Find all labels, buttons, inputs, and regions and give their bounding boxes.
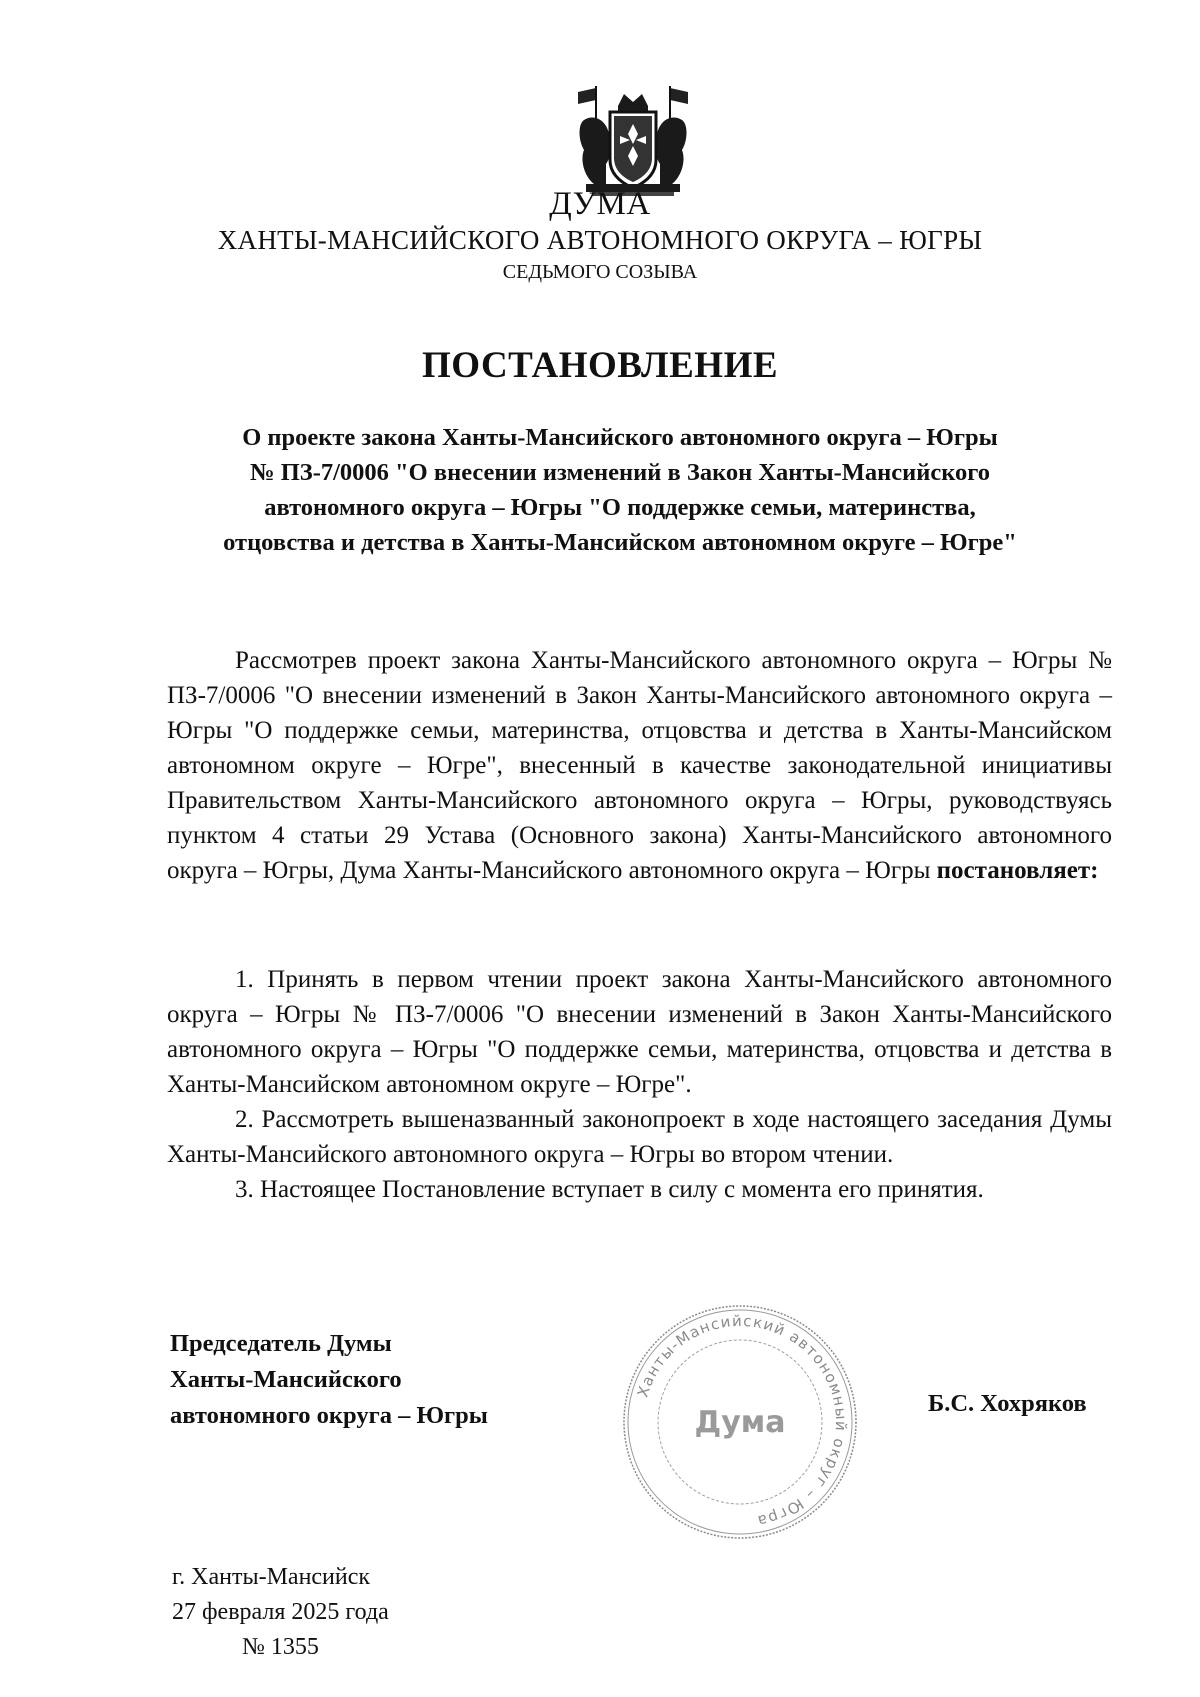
place: г. Ханты-Мансийск bbox=[172, 1564, 371, 1590]
signatory-title-line: автономного округа – Югры bbox=[170, 1402, 488, 1429]
resolution-item: 3. Настоящее Постановление вступает в силу с момента его принятия. bbox=[235, 1176, 984, 1203]
organization-name: ДУМА bbox=[549, 186, 651, 222]
official-stamp bbox=[618, 1300, 862, 1544]
stamp-ring-text: Ханты-Мансийский автономный округ – Югра bbox=[633, 1311, 851, 1531]
resolution-items bbox=[167, 962, 1112, 1207]
place-date-block bbox=[172, 1560, 389, 1665]
subject-line: автономного округа – Югры "О поддержке семьи, материнства, bbox=[264, 494, 976, 521]
date: 27 февраля 2025 года bbox=[172, 1599, 389, 1625]
document-type-heading: ПОСТАНОВЛЕНИЕ bbox=[421, 345, 779, 386]
preamble-text: Рассмотрев проект закона Ханты-Мансийского автономного округа – Югры № ПЗ-7/0006 "О внесении изменений в Закон Ханты-Мансийского автономного округа – Югры "О поддержке семьи, материнства, отцовства и детства в Ханты-Мансийском автономном округе – Югре", внесенный в качестве законодательной инициативы Правительством Ханты-Мансийского автономного округа – Югры, руководствуясь пунктом 4 статьи 29 Устава (Основного закона) Ханты-Мансийского автономного округа – Югры, Дума Ханты-Мансийского автономного округа – Югры bbox=[167, 647, 1112, 884]
subject-line: О проекте закона Ханты-Мансийского автономного округа – Югры bbox=[242, 424, 998, 451]
resolution-item: 2. Рассмотреть вышеназванный законопроект в ходе настоящего заседания Думы Ханты-Мансийского автономного округа – Югры во втором чтении. bbox=[167, 1106, 1112, 1168]
document-subject bbox=[150, 420, 1090, 560]
subject-line: отцовства и детства в Ханты-Мансийском автономном округе – Югре" bbox=[223, 529, 1017, 556]
document-number: № 1355 bbox=[242, 1634, 319, 1660]
organization-region: ХАНТЫ-МАНСИЙСКОГО АВТОНОМНОГО ОКРУГА – ЮГРЫ bbox=[217, 225, 983, 255]
organization-convocation: СЕДЬМОГО СОЗЫВА bbox=[502, 261, 698, 283]
signatory-title-line: Ханты-Мансийского bbox=[170, 1366, 402, 1393]
preamble-paragraph bbox=[167, 643, 1112, 888]
subject-line: № ПЗ-7/0006 "О внесении изменений в Закон Ханты-Мансийского bbox=[249, 459, 991, 486]
coat-of-arms-icon bbox=[572, 84, 694, 202]
stamp-center-text: Дума bbox=[694, 1405, 786, 1440]
resolution-item: 1. Принять в первом чтении проект закона Ханты-Мансийского автономного округа – Югры № ПЗ-7/0006 "О внесении изменений в Закон Ханты-Мансийского автономного округа – Югры "О поддержке семьи, материнства, отцовства и детства в Ханты-Мансийском автономном округе – Югре". bbox=[167, 966, 1112, 1098]
signatory-title-line: Председатель Думы bbox=[170, 1330, 392, 1357]
signatory-title bbox=[170, 1326, 488, 1434]
decree-word: постановляет: bbox=[936, 857, 1099, 884]
signatory-name: Б.С. Хохряков bbox=[928, 1390, 1087, 1417]
